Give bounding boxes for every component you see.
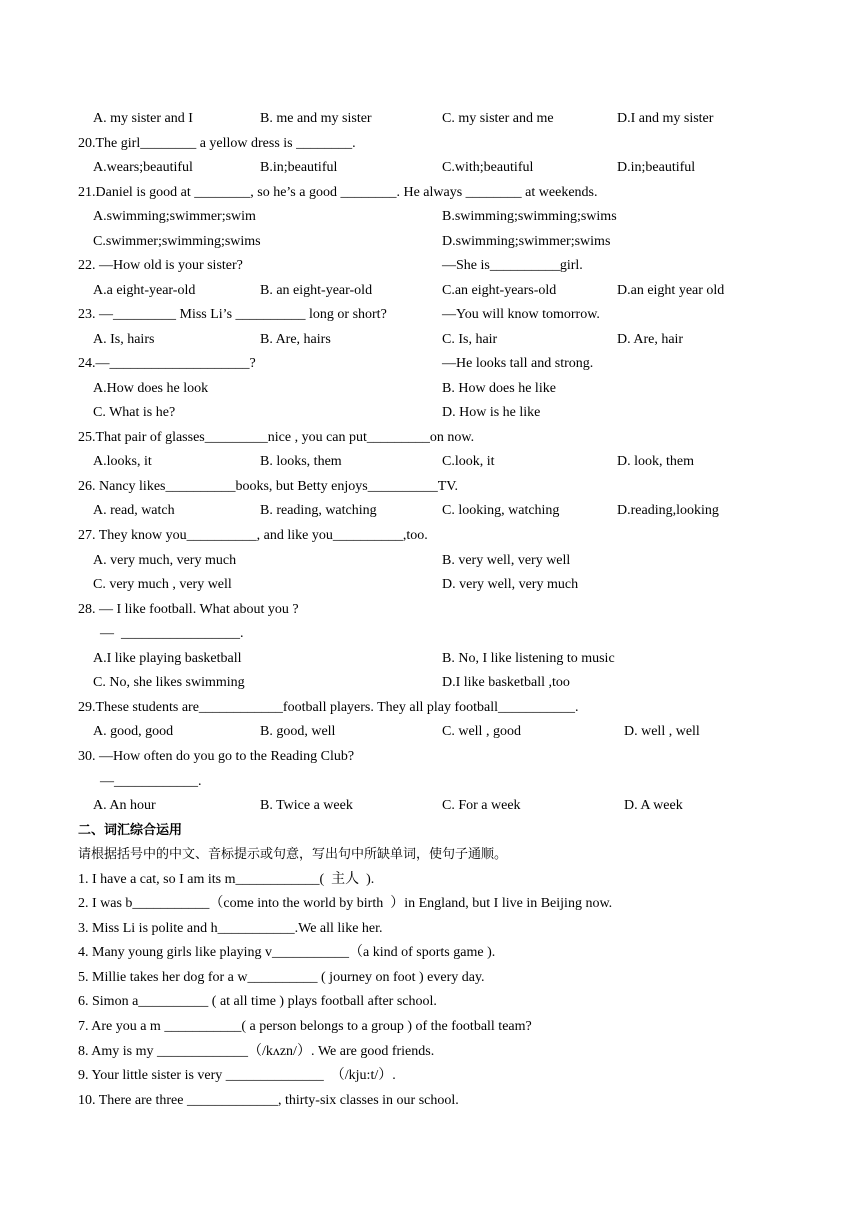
- q24-option-b: B. How does he like: [442, 381, 556, 396]
- q24-option-a: A.How does he look: [93, 381, 209, 396]
- q22-option-d: D.an eight year old: [617, 283, 725, 298]
- q29-stem: 29.These students are____________football players. They all play football___________.: [78, 700, 579, 715]
- q27-option-b: B. very well, very well: [442, 553, 571, 568]
- q23-option-b: B. Are, hairs: [260, 332, 331, 347]
- q23-reply: —You will know tomorrow.: [442, 307, 600, 322]
- vocab-item-8: 8. Amy is my _____________（/kʌzn/）. We are good friends.: [78, 1044, 435, 1059]
- q20-option-a: A.wears;beautiful: [93, 160, 193, 175]
- q28-option-d: D.I like basketball ,too: [442, 675, 570, 690]
- q28-option-c: C. No, she likes swimming: [93, 675, 245, 690]
- q28-stem: 28. — I like football. What about you ?: [78, 602, 299, 617]
- q28-option-a: A.I like playing basketball: [93, 651, 242, 666]
- q19-option-a: A. my sister and I: [93, 111, 193, 126]
- q29-option-b: B. good, well: [260, 724, 336, 739]
- vocab-item-6: 6. Simon a__________ ( at all time ) plays football after school.: [78, 994, 437, 1009]
- q25-option-b: B. looks, them: [260, 454, 342, 469]
- vocab-item-3: 3. Miss Li is polite and h___________.We all like her.: [78, 921, 383, 936]
- q26-stem: 26. Nancy likes__________books, but Betty enjoys__________TV.: [78, 479, 459, 494]
- q21-option-a: A.swimming;swimmer;swim: [93, 209, 256, 224]
- vocab-item-1: 1. I have a cat, so I am its m____________( 主人 ).: [78, 872, 375, 887]
- vocab-item-10: 10. There are three _____________, thirty-six classes in our school.: [78, 1093, 459, 1108]
- q27-option-a: A. very much, very much: [93, 553, 237, 568]
- section2-heading: 二、词汇综合运用: [78, 823, 183, 838]
- q21-option-b: B.swimming;swimming;swims: [442, 209, 617, 224]
- q25-stem: 25.That pair of glasses_________nice , you can put_________on now.: [78, 430, 475, 445]
- q27-option-d: D. very well, very much: [442, 577, 579, 592]
- vocab-item-4: 4. Many young girls like playing v___________（a kind of sports game ).: [78, 945, 496, 960]
- vocab-item-5: 5. Millie takes her dog for a w__________ ( journey on foot ) every day.: [78, 970, 485, 985]
- q27-stem: 27. They know you__________, and like you__________,too.: [78, 528, 428, 543]
- q30-stem: 30. —How often do you go to the Reading Club?: [78, 749, 355, 764]
- q23-stem: 23. —_________ Miss Li’s __________ long or short?: [78, 307, 387, 322]
- q26-option-c: C. looking, watching: [442, 503, 560, 518]
- q25-option-a: A.looks, it: [93, 454, 152, 469]
- vocab-item-9: 9. Your little sister is very ______________ （/kju:t/）.: [78, 1068, 396, 1083]
- q29-option-c: C. well , good: [442, 724, 521, 739]
- q23-option-d: D. Are, hair: [617, 332, 684, 347]
- q19-option-c: C. my sister and me: [442, 111, 554, 126]
- q29-option-d: D. well , well: [624, 724, 700, 739]
- q23-option-c: C. Is, hair: [442, 332, 498, 347]
- q25-option-c: C.look, it: [442, 454, 495, 469]
- q30-option-c: C. For a week: [442, 798, 521, 813]
- q24-reply: —He looks tall and strong.: [442, 356, 594, 371]
- q28-reply: — _________________.: [100, 626, 244, 641]
- q24-stem: 24.—____________________?: [78, 356, 256, 371]
- q26-option-d: D.reading,looking: [617, 503, 719, 518]
- q28-option-b: B. No, I like listening to music: [442, 651, 615, 666]
- q22-option-b: B. an eight-year-old: [260, 283, 373, 298]
- q23-option-a: A. Is, hairs: [93, 332, 155, 347]
- q19-option-d: D.I and my sister: [617, 111, 714, 126]
- q20-option-b: B.in;beautiful: [260, 160, 338, 175]
- q19-option-b: B. me and my sister: [260, 111, 372, 126]
- q26-option-b: B. reading, watching: [260, 503, 377, 518]
- q24-option-d: D. How is he like: [442, 405, 541, 420]
- q26-option-a: A. read, watch: [93, 503, 175, 518]
- q20-option-d: D.in;beautiful: [617, 160, 696, 175]
- section2-instruction: 请根据括号中的中文、音标提示或句意，写出句中所缺单词，使句子通顺。: [78, 847, 508, 862]
- q21-option-d: D.swimming;swimmer;swims: [442, 234, 611, 249]
- q30-option-a: A. An hour: [93, 798, 156, 813]
- vocab-item-2: 2. I was b___________（come into the world by birth ）in England, but I live in Beijing now.: [78, 896, 613, 911]
- q25-option-d: D. look, them: [617, 454, 694, 469]
- q22-option-c: C.an eight-years-old: [442, 283, 557, 298]
- q22-stem: 22. —How old is your sister?: [78, 258, 243, 273]
- q30-option-b: B. Twice a week: [260, 798, 353, 813]
- q20-stem: 20.The girl________ a yellow dress is ________.: [78, 136, 356, 151]
- q24-option-c: C. What is he?: [93, 405, 176, 420]
- q21-stem: 21.Daniel is good at ________, so he’s a good ________. He always ________ at weekends.: [78, 185, 598, 200]
- q22-option-a: A.a eight-year-old: [93, 283, 196, 298]
- q30-reply: —____________.: [100, 774, 202, 789]
- q30-option-d: D. A week: [624, 798, 683, 813]
- q22-reply: —She is__________girl.: [442, 258, 583, 273]
- vocab-item-7: 7. Are you a m ___________( a person belongs to a group ) of the football team?: [78, 1019, 532, 1034]
- q20-option-c: C.with;beautiful: [442, 160, 534, 175]
- q27-option-c: C. very much , very well: [93, 577, 232, 592]
- q21-option-c: C.swimmer;swimming;swims: [93, 234, 261, 249]
- q29-option-a: A. good, good: [93, 724, 174, 739]
